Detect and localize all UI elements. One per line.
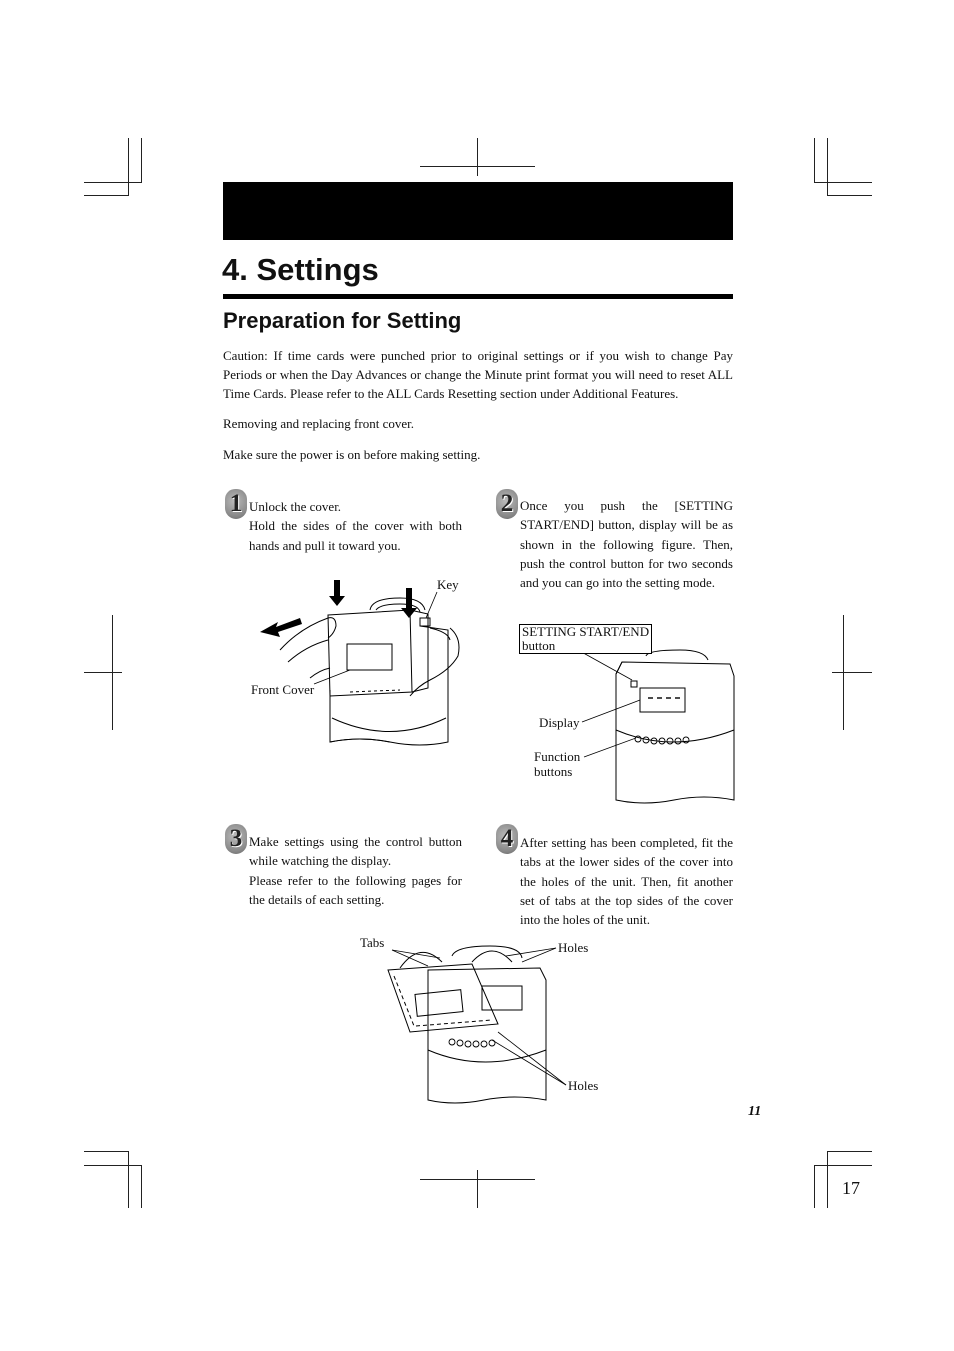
- step-number-1: 1: [225, 489, 247, 519]
- caution-paragraph: Caution: If time cards were punched prior to original settings or if you wish to change Pay Periods or when the Day Advances or change the Minute print format you will need to reset ALL Time Cards. Please refer to the ALL Cards Resetting section under Additional Features.: [223, 348, 733, 402]
- key-label: Key: [437, 577, 459, 592]
- tabs-label: Tabs: [360, 935, 385, 950]
- step-4-text: After setting has been completed, fit the tabs at the lower sides of the cover into the holes of the unit. Then, fit another set of tabs at the top sides of the cover into the holes of the unit.: [520, 835, 733, 928]
- removing-paragraph: Removing and replacing front cover.: [223, 416, 414, 431]
- step-number-2: 2: [496, 489, 518, 519]
- function-label-2: buttons: [534, 764, 573, 779]
- replace-cover-illustration: [380, 940, 560, 1110]
- step-number-4: 4: [496, 824, 518, 854]
- power-paragraph: Make sure the power is on before making setting.: [223, 447, 481, 462]
- display-label: Display: [539, 715, 580, 730]
- step-number-3: 3: [225, 824, 247, 854]
- setting-button-label-1: SETTING START/END: [522, 624, 650, 639]
- section-title: Preparation for Setting: [223, 308, 462, 333]
- step-3-line-2: Please refer to the following pages for the details of each setting.: [249, 872, 462, 907]
- step-2-text: Once you push the [SETTING START/END] button, display will be as shown in the following figure. Then, push the control button for two seconds and you can go into the setting mode.: [520, 498, 733, 591]
- setting-button-label-2: button: [522, 638, 556, 653]
- chapter-title: 4. Settings: [222, 252, 379, 287]
- setting-button-callout: [519, 624, 652, 654]
- function-buttons-label: [534, 749, 580, 779]
- sheet-page-number: 17: [842, 1178, 860, 1198]
- step-1-line-2: Hold the sides of the cover with both hands and pull it toward you.: [249, 518, 462, 553]
- front-cover-label: Front Cover: [251, 682, 315, 697]
- step-3-line-1: Make settings using the control button while watching the display.: [249, 834, 462, 869]
- holes-top-label: Holes: [558, 940, 589, 955]
- holes-bottom-label: Holes: [568, 1078, 599, 1093]
- step-1-line-1: Unlock the cover.: [249, 499, 342, 514]
- step-3-text: [249, 832, 462, 909]
- function-label-1: Function: [534, 749, 581, 764]
- manual-page-number: 11: [748, 1104, 762, 1119]
